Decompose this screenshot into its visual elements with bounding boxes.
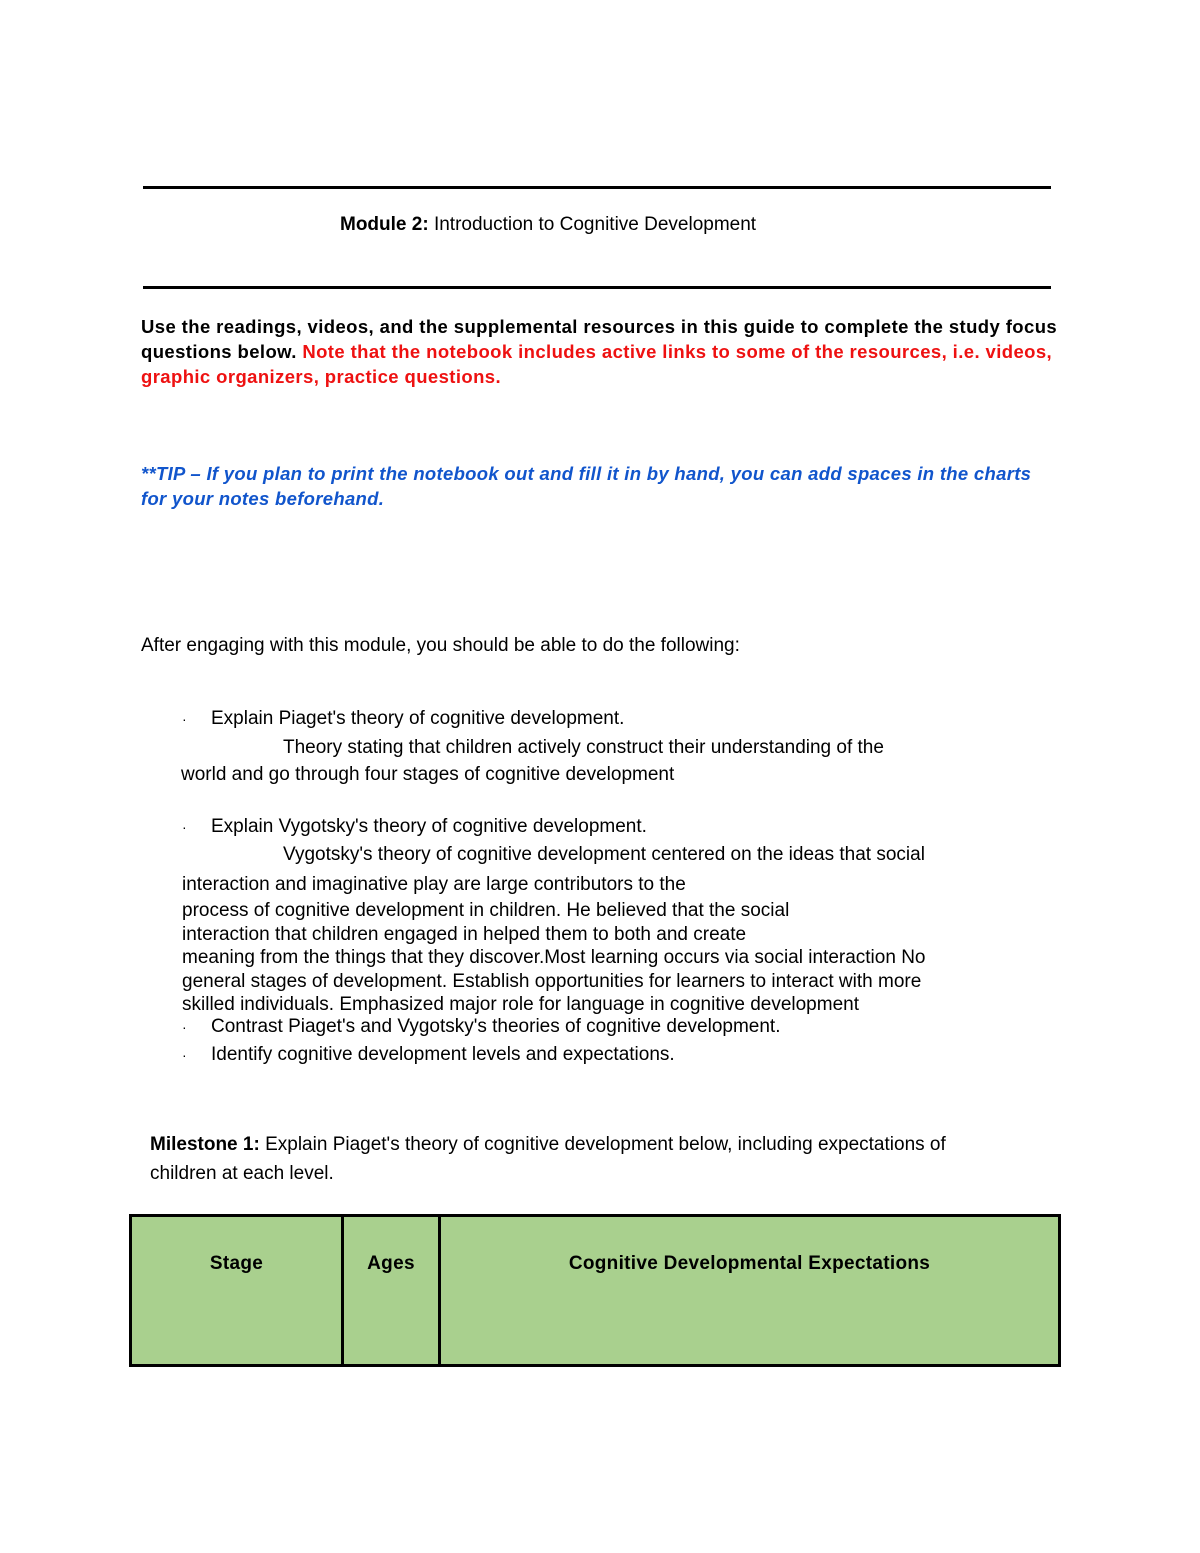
instructions-paragraph [141, 314, 1081, 389]
vygotsky-answer-block [182, 899, 925, 1017]
bullet-icon: · [182, 819, 187, 835]
top-divider [143, 186, 1051, 189]
table-header-row [131, 1216, 1060, 1366]
piaget-stages-table [129, 1214, 1061, 1367]
bullet-icon: · [182, 711, 187, 727]
milestone-1 [150, 1130, 950, 1188]
title-divider [143, 286, 1051, 289]
piaget-answer-line-2: world and go through four stages of cognitive development [181, 764, 675, 785]
milestone-text: Explain Piaget's theory of cognitive development below, including expectations of children at each level. [150, 1134, 946, 1184]
objective-identify-label: Identify cognitive development levels and expectations. [211, 1044, 675, 1065]
table-header-ages: Ages [343, 1216, 440, 1366]
tip-text: **TIP – If you plan to print the notebook out and fill it in by hand, you can add spaces in the charts for your notes beforehand. [141, 463, 1032, 509]
instructions-text: Use the readings, videos, and the supplemental resources in this guide to complete the study focus questions below. [141, 316, 1058, 362]
vygotsky-answer-line: skilled individuals. Emphasized major role for language in cognitive development [182, 994, 859, 1015]
table-header-stage: Stage [131, 1216, 343, 1366]
objective-piaget-label: Explain Piaget's theory of cognitive development. [211, 708, 625, 729]
piaget-answer-line-1: Theory stating that children actively construct their understanding of the [283, 737, 884, 758]
objective-contrast-label: Contrast Piaget's and Vygotsky's theories of cognitive development. [211, 1016, 781, 1037]
milestone-label: Milestone 1: [150, 1134, 260, 1155]
bullet-icon: · [182, 1019, 187, 1035]
objective-vygotsky-label: Explain Vygotsky's theory of cognitive development. [211, 816, 647, 837]
vygotsky-answer-line-1: Vygotsky's theory of cognitive development centered on the ideas that social [283, 844, 925, 865]
vygotsky-answer-line: general stages of development. Establish opportunities for learners to interact with more [182, 970, 922, 992]
module-title: Introduction to Cognitive Development [433, 214, 757, 235]
page-title [340, 214, 756, 236]
vygotsky-answer-line: interaction that children engaged in helped them to both and create [182, 923, 747, 945]
objectives-intro: After engaging with this module, you should be able to do the following: [141, 635, 740, 656]
instructions-note: Note that the notebook includes active links to some of the resources, i.e. videos, graphic organizers, practice questions. [141, 341, 1053, 387]
table-header-expectations: Cognitive Developmental Expectations [440, 1216, 1060, 1366]
bullet-icon: · [182, 1047, 187, 1063]
vygotsky-answer-line-2: interaction and imaginative play are large contributors to the [182, 874, 686, 895]
vygotsky-answer-line: process of cognitive development in children. He believed that the social [182, 900, 790, 921]
vygotsky-answer-line: meaning from the things that they discover.Most learning occurs via social interaction No [182, 947, 926, 968]
module-label: Module 2: [340, 214, 429, 235]
